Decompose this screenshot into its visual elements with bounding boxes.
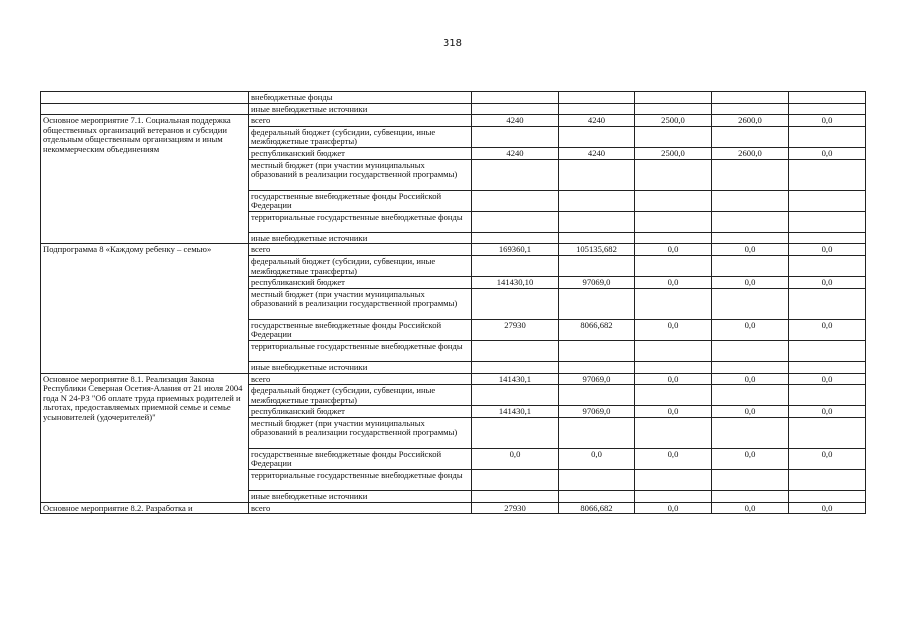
value-cell bbox=[472, 211, 559, 232]
funding-source-cell: федеральный бюджет (субсидии, субвенции, иные межбюджетные трансферты) bbox=[249, 385, 472, 406]
value-cell bbox=[635, 126, 712, 147]
value-cell bbox=[789, 340, 866, 361]
value-cell bbox=[472, 92, 559, 104]
value-cell: 105135,682 bbox=[559, 244, 635, 256]
table-row bbox=[41, 115, 866, 127]
value-cell bbox=[635, 92, 712, 104]
value-cell bbox=[712, 92, 789, 104]
value-cell: 0,0 bbox=[712, 319, 789, 340]
value-cell: 0,0 bbox=[789, 319, 866, 340]
value-cell bbox=[635, 417, 712, 448]
value-cell bbox=[712, 385, 789, 406]
value-cell: 0,0 bbox=[712, 448, 789, 469]
value-cell: 141430,10 bbox=[472, 277, 559, 289]
value-cell bbox=[559, 255, 635, 276]
value-cell: 4240 bbox=[559, 115, 635, 127]
value-cell: 0,0 bbox=[635, 502, 712, 514]
value-cell: 8066,682 bbox=[559, 502, 635, 514]
value-cell: 0,0 bbox=[635, 448, 712, 469]
value-cell: 0,0 bbox=[635, 277, 712, 289]
value-cell bbox=[472, 385, 559, 406]
value-cell bbox=[789, 255, 866, 276]
value-cell bbox=[635, 385, 712, 406]
value-cell: 0,0 bbox=[635, 406, 712, 418]
funding-source-cell: всего bbox=[249, 502, 472, 514]
value-cell bbox=[789, 361, 866, 373]
value-cell: 0,0 bbox=[712, 373, 789, 385]
funding-source-cell: государственные внебюджетные фонды Российской Федерации bbox=[249, 448, 472, 469]
funding-source-cell: иные внебюджетные источники bbox=[249, 491, 472, 503]
value-cell: 0,0 bbox=[789, 277, 866, 289]
value-cell bbox=[635, 190, 712, 211]
value-cell: 8066,682 bbox=[559, 319, 635, 340]
funding-source-cell: иные внебюджетные источники bbox=[249, 361, 472, 373]
value-cell: 2600,0 bbox=[712, 147, 789, 159]
value-cell bbox=[712, 361, 789, 373]
value-cell: 0,0 bbox=[559, 448, 635, 469]
value-cell: 0,0 bbox=[712, 406, 789, 418]
value-cell: 2600,0 bbox=[712, 115, 789, 127]
value-cell: 0,0 bbox=[789, 448, 866, 469]
value-cell: 169360,1 bbox=[472, 244, 559, 256]
value-cell bbox=[712, 255, 789, 276]
value-cell bbox=[712, 211, 789, 232]
funding-source-cell: республиканский бюджет bbox=[249, 147, 472, 159]
value-cell bbox=[635, 361, 712, 373]
value-cell: 0,0 bbox=[472, 448, 559, 469]
funding-source-cell: местный бюджет (при участии муниципальных образований в реализации государственной программы) bbox=[249, 288, 472, 319]
value-cell bbox=[789, 190, 866, 211]
value-cell: 0,0 bbox=[635, 319, 712, 340]
funding-source-cell: всего bbox=[249, 115, 472, 127]
table-row bbox=[41, 103, 866, 115]
value-cell bbox=[635, 255, 712, 276]
value-cell bbox=[635, 288, 712, 319]
value-cell bbox=[712, 417, 789, 448]
value-cell: 4240 bbox=[472, 115, 559, 127]
funding-source-cell: иные внебюджетные источники bbox=[249, 232, 472, 244]
funding-source-cell: всего bbox=[249, 373, 472, 385]
value-cell bbox=[635, 232, 712, 244]
value-cell bbox=[472, 190, 559, 211]
funding-source-cell: государственные внебюджетные фонды Российской Федерации bbox=[249, 319, 472, 340]
value-cell: 0,0 bbox=[789, 373, 866, 385]
value-cell: 0,0 bbox=[635, 373, 712, 385]
value-cell: 97069,0 bbox=[559, 373, 635, 385]
value-cell bbox=[789, 417, 866, 448]
value-cell bbox=[789, 385, 866, 406]
value-cell bbox=[559, 190, 635, 211]
value-cell bbox=[472, 103, 559, 115]
value-cell bbox=[789, 232, 866, 244]
value-cell bbox=[789, 126, 866, 147]
value-cell: 4240 bbox=[472, 147, 559, 159]
value-cell bbox=[559, 417, 635, 448]
funding-source-cell: территориальные государственные внебюджетные фонды bbox=[249, 211, 472, 232]
value-cell bbox=[559, 288, 635, 319]
funding-source-cell: всего bbox=[249, 244, 472, 256]
value-cell bbox=[472, 255, 559, 276]
value-cell bbox=[472, 361, 559, 373]
value-cell: 4240 bbox=[559, 147, 635, 159]
value-cell: 141430,1 bbox=[472, 373, 559, 385]
funding-source-cell: федеральный бюджет (субсидии, субвенции, иные межбюджетные трансферты) bbox=[249, 255, 472, 276]
value-cell bbox=[789, 92, 866, 104]
value-cell bbox=[472, 470, 559, 491]
activity-name-cell: Подпрограмма 8 «Каждому ребенку – семью» bbox=[41, 244, 249, 373]
value-cell: 0,0 bbox=[789, 406, 866, 418]
value-cell bbox=[559, 491, 635, 503]
value-cell bbox=[712, 288, 789, 319]
value-cell bbox=[635, 103, 712, 115]
value-cell bbox=[559, 232, 635, 244]
value-cell bbox=[559, 159, 635, 190]
value-cell bbox=[712, 103, 789, 115]
value-cell: 2500,0 bbox=[635, 115, 712, 127]
value-cell bbox=[789, 470, 866, 491]
activity-name-cell: Основное мероприятие 8.1. Реализация Закона Республики Северная Осетия-Алания от 21 июля 2004 года N 24-РЗ "Об оплате труда приемных родителей и льготах, предоставляемых приемной семье и семье усыновителей (удочерителей)" bbox=[41, 373, 249, 502]
table-row bbox=[41, 502, 866, 514]
funding-source-cell: государственные внебюджетные фонды Российской Федерации bbox=[249, 190, 472, 211]
value-cell bbox=[472, 159, 559, 190]
value-cell: 0,0 bbox=[712, 277, 789, 289]
value-cell bbox=[559, 211, 635, 232]
funding-source-cell: территориальные государственные внебюджетные фонды bbox=[249, 470, 472, 491]
value-cell bbox=[635, 340, 712, 361]
value-cell bbox=[559, 126, 635, 147]
funding-source-cell: иные внебюджетные источники bbox=[249, 103, 472, 115]
value-cell bbox=[559, 92, 635, 104]
value-cell bbox=[712, 190, 789, 211]
value-cell: 0,0 bbox=[712, 502, 789, 514]
funding-source-cell: местный бюджет (при участии муниципальных образований в реализации государственной программы) bbox=[249, 159, 472, 190]
value-cell bbox=[712, 159, 789, 190]
value-cell bbox=[472, 491, 559, 503]
funding-source-cell: внебюджетные фонды bbox=[249, 92, 472, 104]
value-cell: 27930 bbox=[472, 319, 559, 340]
value-cell bbox=[559, 385, 635, 406]
value-cell bbox=[789, 288, 866, 319]
funding-source-cell: территориальные государственные внебюджетные фонды bbox=[249, 340, 472, 361]
activity-name-cell: Основное мероприятие 7.1. Социальная поддержка общественных организаций ветеранов и субсидии отдельным общественным организациям и иным некоммерческим объединениям bbox=[41, 115, 249, 244]
value-cell bbox=[789, 103, 866, 115]
value-cell: 27930 bbox=[472, 502, 559, 514]
value-cell bbox=[712, 470, 789, 491]
value-cell bbox=[559, 361, 635, 373]
funding-source-cell: республиканский бюджет bbox=[249, 406, 472, 418]
value-cell bbox=[635, 470, 712, 491]
value-cell: 97069,0 bbox=[559, 406, 635, 418]
value-cell bbox=[472, 417, 559, 448]
value-cell bbox=[635, 211, 712, 232]
value-cell bbox=[559, 103, 635, 115]
value-cell bbox=[559, 340, 635, 361]
funding-source-cell: федеральный бюджет (субсидии, субвенции, иные межбюджетные трансферты) bbox=[249, 126, 472, 147]
value-cell: 141430,1 bbox=[472, 406, 559, 418]
value-cell bbox=[712, 232, 789, 244]
budget-table bbox=[40, 91, 866, 514]
value-cell bbox=[472, 340, 559, 361]
value-cell: 0,0 bbox=[635, 244, 712, 256]
value-cell bbox=[712, 126, 789, 147]
activity-name-cell: Основное мероприятие 8.2. Разработка и bbox=[41, 502, 249, 514]
value-cell bbox=[472, 126, 559, 147]
activity-name-cell bbox=[41, 103, 249, 115]
value-cell: 0,0 bbox=[789, 115, 866, 127]
page-number: 318 bbox=[442, 38, 463, 49]
table-row bbox=[41, 244, 866, 256]
value-cell bbox=[712, 491, 789, 503]
funding-source-cell: местный бюджет (при участии муниципальных образований в реализации государственной программы) bbox=[249, 417, 472, 448]
value-cell bbox=[559, 470, 635, 491]
value-cell bbox=[789, 211, 866, 232]
value-cell: 97069,0 bbox=[559, 277, 635, 289]
value-cell bbox=[635, 159, 712, 190]
value-cell: 0,0 bbox=[789, 244, 866, 256]
value-cell: 0,0 bbox=[789, 147, 866, 159]
table-row bbox=[41, 373, 866, 385]
activity-name-cell bbox=[41, 92, 249, 104]
value-cell: 0,0 bbox=[789, 502, 866, 514]
funding-source-cell: республиканский бюджет bbox=[249, 277, 472, 289]
value-cell bbox=[712, 340, 789, 361]
value-cell bbox=[472, 232, 559, 244]
value-cell: 0,0 bbox=[712, 244, 789, 256]
value-cell: 2500,0 bbox=[635, 147, 712, 159]
value-cell bbox=[635, 491, 712, 503]
value-cell bbox=[789, 159, 866, 190]
value-cell bbox=[472, 288, 559, 319]
table-row bbox=[41, 92, 866, 104]
value-cell bbox=[789, 491, 866, 503]
